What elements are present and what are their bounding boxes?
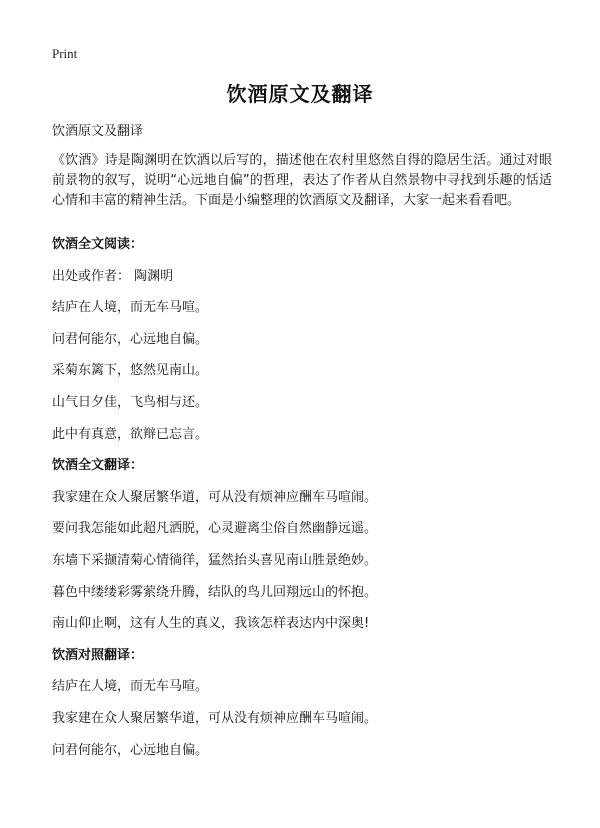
poem-line: 结庐在人境，而无车马喧。 bbox=[52, 300, 209, 316]
print-link[interactable]: Print bbox=[52, 46, 78, 61]
parallel-line: 我家建在众人聚居繁华道，可从没有烦神应酬车马喧闹。 bbox=[52, 710, 378, 726]
parallel-line: 问君何能尔，心远地自偏。 bbox=[52, 742, 209, 758]
translation-line: 要问我怎能如此超凡洒脱，心灵避离尘俗自然幽静远遥。 bbox=[52, 521, 378, 537]
parallel-line: 结庐在人境，而无车马喧。 bbox=[52, 679, 209, 695]
poem-line: 问君何能尔，心远地自偏。 bbox=[52, 331, 209, 347]
translation-line: 南山仰止啊，这有人生的真义，我该怎样表达内中深奥! bbox=[52, 616, 370, 632]
translation-line: 东墙下采撷清菊心情徜徉，猛然抬头喜见南山胜景绝妙。 bbox=[52, 552, 378, 568]
translation-line: 暮色中缕缕彩雾萦绕升腾，结队的鸟儿回翔远山的怀抱。 bbox=[52, 584, 378, 600]
section-heading-reading: 饮酒全文阅读： bbox=[52, 237, 144, 252]
section-heading-parallel: 饮酒对照翻译： bbox=[52, 647, 144, 663]
poem-line: 此中有真意，欲辩已忘言。 bbox=[52, 426, 209, 442]
page-title: 饮酒原文及翻译 bbox=[226, 82, 374, 106]
poem-line: 采菊东篱下，悠然见南山。 bbox=[52, 363, 209, 379]
poem-line: 山气日夕佳，飞鸟相与还。 bbox=[52, 394, 209, 410]
translation-line: 我家建在众人聚居繁华道，可从没有烦神应酬车马喧闹。 bbox=[52, 489, 378, 505]
intro-paragraph: 《饮酒》诗是陶渊明在饮酒以后写的，描述他在农村里悠然自得的隐居生活。通过对眼前景物的叙写，说明“心远地自偏”的哲理，表达了作者从自然景物中寻找到乐趣的恬适心情和丰富的精神生活。下面是小编整理的饮酒原文及翻译，大家一起来看看吧。 bbox=[52, 153, 552, 208]
section-heading-translation: 饮酒全文翻译： bbox=[52, 458, 144, 474]
document-subtitle: 饮酒原文及翻译 bbox=[52, 124, 144, 139]
document-content bbox=[52, 236, 552, 773]
poem-line: 出处或作者： 陶渊明 bbox=[52, 268, 174, 284]
